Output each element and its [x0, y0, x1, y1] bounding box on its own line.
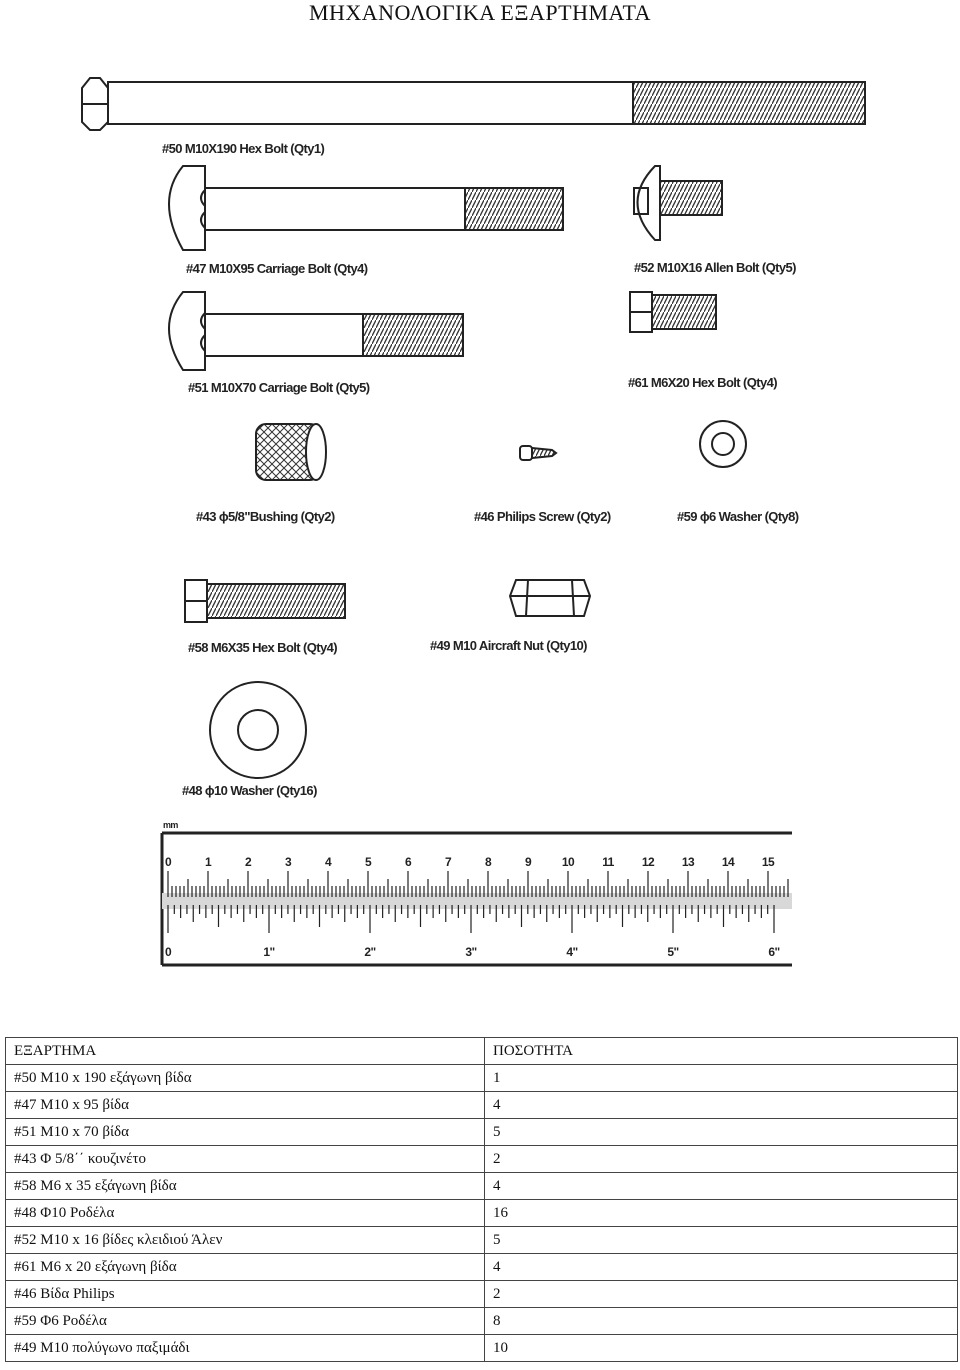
part-cell: #49 M10 πολύγωνο παξιμάδι: [6, 1335, 485, 1362]
table-row: [6, 1200, 958, 1227]
washer-48-drawing: [210, 682, 306, 778]
ruler-cm-label: 7: [444, 855, 452, 869]
ruler-cm-label: 1: [204, 855, 212, 869]
column-header-part: ΕΞΑΡΤΗΜΑ: [6, 1038, 485, 1065]
washer-59-drawing: [700, 421, 746, 467]
part-cell: #46 Βίδα Philips: [6, 1281, 485, 1308]
qty-cell: 8: [485, 1308, 958, 1335]
qty-cell: 4: [485, 1254, 958, 1281]
bushing-43-drawing: [256, 424, 326, 480]
table-row: [6, 1092, 958, 1119]
table-row: [6, 1281, 958, 1308]
part-cell: #52 M10 x 16 βίδες κλειδιού Άλεν: [6, 1227, 485, 1254]
qty-cell: 16: [485, 1200, 958, 1227]
ruler-inch-label: 4": [566, 945, 578, 959]
hex-bolt-50-drawing: [82, 78, 865, 130]
table-row: [6, 1173, 958, 1200]
label-allen-bolt-52: #52 M10X16 Allen Bolt (Qty5): [634, 260, 796, 275]
label-bushing-43: #43 ϕ5/8"Bushing (Qty2): [196, 509, 335, 524]
label-washer-48: #48 ϕ10 Washer (Qty16): [182, 783, 317, 798]
qty-cell: 4: [485, 1092, 958, 1119]
ruler-inch-label: 3": [465, 945, 477, 959]
part-cell: #58 M6 x 35 εξάγωνη βίδα: [6, 1173, 485, 1200]
part-cell: #47 M10 x 95 βίδα: [6, 1092, 485, 1119]
table-row: [6, 1335, 958, 1362]
hex-bolt-61-drawing: [630, 292, 716, 332]
ruler-cm-label: 9: [524, 855, 532, 869]
table-row: [6, 1065, 958, 1092]
label-hex-bolt-50: #50 M10X190 Hex Bolt (Qty1): [162, 141, 325, 156]
label-hex-bolt-61: #61 M6X20 Hex Bolt (Qty4): [628, 375, 778, 390]
part-cell: #43 Φ 5/8΄΄ κουζινέτο: [6, 1146, 485, 1173]
ruler-cm-label: 3: [284, 855, 292, 869]
carriage-bolt-47-drawing: [169, 166, 563, 250]
ruler: [162, 820, 792, 965]
label-hex-bolt-58: #58 M6X35 Hex Bolt (Qty4): [188, 640, 338, 655]
qty-cell: 2: [485, 1146, 958, 1173]
parts-table: [5, 1037, 958, 1362]
ruler-unit-label: mm: [163, 820, 178, 830]
qty-cell: 5: [485, 1227, 958, 1254]
part-cell: #50 M10 x 190 εξάγωνη βίδα: [6, 1065, 485, 1092]
ruler-inch-label: 6": [768, 945, 780, 959]
ruler-cm-label: 6: [404, 855, 412, 869]
part-cell: #61 M6 x 20 εξάγωνη βίδα: [6, 1254, 485, 1281]
part-cell: #48 Φ10 Ροδέλα: [6, 1200, 485, 1227]
qty-cell: 1: [485, 1065, 958, 1092]
qty-cell: 4: [485, 1173, 958, 1200]
ruler-inch-label: 2": [364, 945, 376, 959]
ruler-inch-label: 5": [667, 945, 679, 959]
ruler-cm-label: 12: [641, 855, 655, 869]
label-philips-screw-46: #46 Philips Screw (Qty2): [474, 509, 611, 524]
qty-cell: 10: [485, 1335, 958, 1362]
label-aircraft-nut-49: #49 M10 Aircraft Nut (Qty10): [430, 638, 587, 653]
hardware-drawing: [60, 60, 890, 990]
column-header-qty: ΠΟΣΟΤΗΤΑ: [485, 1038, 958, 1065]
philips-screw-46-drawing: [520, 446, 556, 460]
part-cell: #59 Φ6 Ροδέλα: [6, 1308, 485, 1335]
table-row: [6, 1308, 958, 1335]
hex-bolt-58-drawing: [185, 580, 345, 622]
table-row: [6, 1146, 958, 1173]
part-cell: #51 M10 x 70 βίδα: [6, 1119, 485, 1146]
ruler-cm-label: 11: [602, 855, 614, 869]
table-row: [6, 1227, 958, 1254]
aircraft-nut-49-drawing: [510, 580, 590, 616]
ruler-cm-label: 5: [364, 855, 372, 869]
ruler-cm-label: 10: [561, 855, 575, 869]
label-carriage-bolt-51: #51 M10X70 Carriage Bolt (Qty5): [188, 380, 370, 395]
table-row: [6, 1119, 958, 1146]
ruler-cm-label: 2: [244, 855, 252, 869]
ruler-cm-label: 4: [324, 855, 332, 869]
carriage-bolt-51-drawing: [169, 292, 463, 370]
ruler-cm-label: 8: [484, 855, 492, 869]
ruler-cm-label: 13: [681, 855, 695, 869]
ruler-inch-label: 1": [263, 945, 275, 959]
table-row: [6, 1254, 958, 1281]
ruler-cm-label: 14: [721, 855, 735, 869]
ruler-cm-label: 0: [164, 855, 172, 869]
ruler-cm-label: 15: [761, 855, 775, 869]
label-carriage-bolt-47: #47 M10X95 Carriage Bolt (Qty4): [186, 261, 368, 276]
allen-bolt-52-drawing: [634, 166, 722, 240]
qty-cell: 5: [485, 1119, 958, 1146]
table-header-row: [6, 1038, 958, 1065]
page-title: ΜΗΧΑΝΟΛΟΓΙΚΑ ΕΞΑΡΤΗΜΑΤΑ: [308, 0, 652, 25]
label-washer-59: #59 ϕ6 Washer (Qty8): [677, 509, 799, 524]
ruler-inch-label: 0: [164, 945, 172, 959]
qty-cell: 2: [485, 1281, 958, 1308]
